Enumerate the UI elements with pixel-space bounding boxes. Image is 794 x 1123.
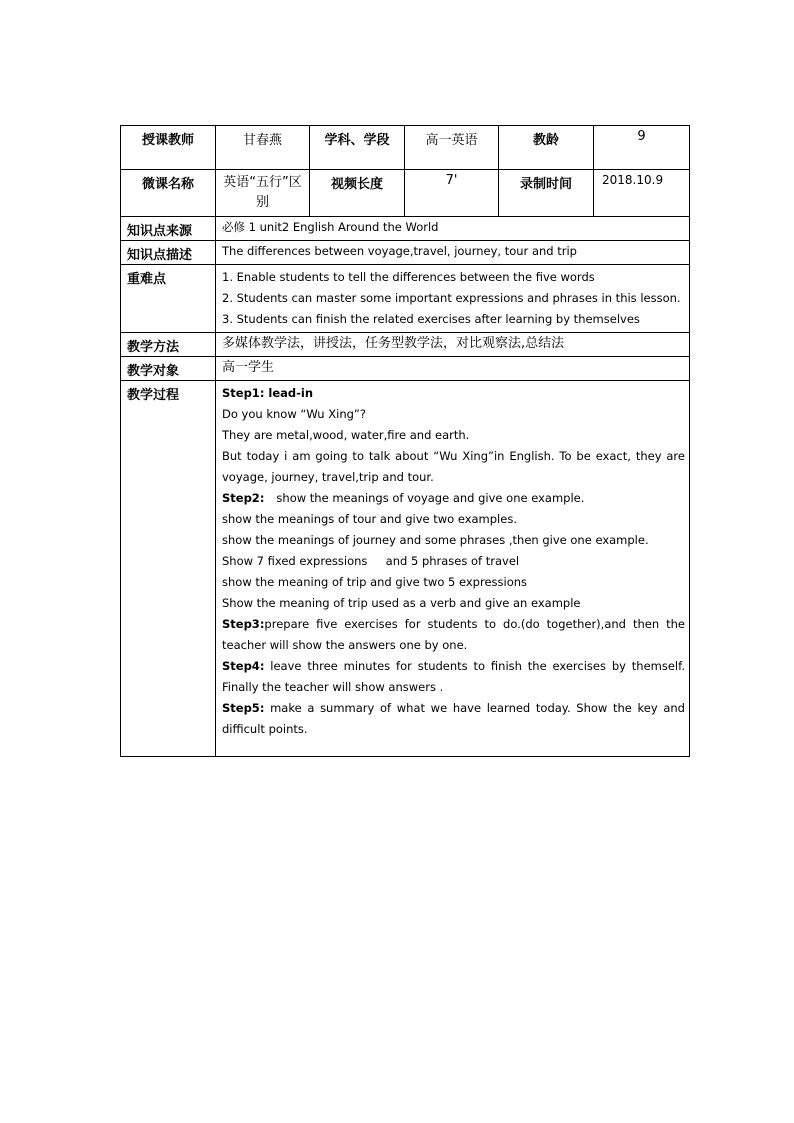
header-row-1 bbox=[121, 126, 690, 170]
subject-value: 高一英语 bbox=[405, 126, 499, 170]
step5-title: Step5: bbox=[222, 701, 265, 715]
key-point-item: 2. Students can master some important expressions and phrases in this lesson. bbox=[222, 291, 681, 305]
step2-line bbox=[222, 488, 685, 509]
description-value: The differences between voyage,travel, journey, tour and trip bbox=[216, 241, 690, 265]
teaching-age-label: 教龄 bbox=[499, 126, 594, 170]
method-label: 教学方法 bbox=[121, 333, 216, 357]
process-value bbox=[216, 381, 690, 757]
lesson-form bbox=[120, 125, 689, 757]
step2-line: show the meanings of journey and some phrases ,then give one example. bbox=[222, 533, 649, 547]
method-row bbox=[121, 333, 690, 357]
step4-paragraph bbox=[222, 656, 685, 698]
record-time-value: 2018.10.9 bbox=[594, 170, 690, 217]
step2-first-text: show the meanings of voyage and give one example. bbox=[276, 491, 585, 505]
step2-line: show the meanings of tour and give two examples. bbox=[222, 512, 517, 526]
course-name-value: 英语“五行”区别 bbox=[216, 170, 310, 217]
step3-paragraph bbox=[222, 614, 685, 656]
teacher-label: 授课教师 bbox=[121, 126, 216, 170]
key-point-item: 3. Students can finish the related exercises after learning by themselves bbox=[222, 312, 640, 326]
step1-line: Do you know “Wu Xing”? bbox=[222, 407, 366, 421]
step5-text: make a summary of what we have learned today. Show the key and difficult points. bbox=[222, 701, 685, 736]
subject-label: 学科、学段 bbox=[310, 126, 405, 170]
teacher-value: 甘春燕 bbox=[216, 126, 310, 170]
step4-text: leave three minutes for students to finish the exercises by themself. Finally the teacher will show answers . bbox=[222, 659, 685, 694]
step2-line: Show the meaning of trip used as a verb and give an example bbox=[222, 596, 581, 610]
key-points-label: 重难点 bbox=[121, 265, 216, 333]
target-value: 高一学生 bbox=[216, 357, 690, 381]
step1-title: Step1: lead-in bbox=[222, 386, 314, 400]
step3-title: Step3: bbox=[222, 617, 265, 631]
description-label: 知识点描述 bbox=[121, 241, 216, 265]
step1-line: They are metal,wood, water,fire and earth. bbox=[222, 428, 470, 442]
step3-text: prepare five exercises for students to do.(do together),and then the teacher will show the answers one by one. bbox=[222, 617, 685, 652]
record-time-label: 录制时间 bbox=[499, 170, 594, 217]
target-row bbox=[121, 357, 690, 381]
step4-title: Step4: bbox=[222, 659, 265, 673]
source-value: 必修 1 unit2 English Around the World bbox=[216, 217, 690, 241]
description-row bbox=[121, 241, 690, 265]
step2-title: Step2: bbox=[222, 491, 265, 505]
source-row bbox=[121, 217, 690, 241]
key-point-item: 1. Enable students to tell the differences between the five words bbox=[222, 270, 595, 284]
duration-label: 视频长度 bbox=[310, 170, 405, 217]
step1-line: But today i am going to talk about “Wu Xing”in English. To be exact, they are voyage, journey, travel,trip and tour. bbox=[222, 449, 685, 484]
teaching-age-value: 9 bbox=[594, 126, 690, 170]
key-points-row bbox=[121, 265, 690, 333]
lesson-table bbox=[120, 125, 690, 757]
step2-line: Show 7 fixed expressions and 5 phrases of travel bbox=[222, 554, 520, 568]
key-points-value bbox=[216, 265, 690, 333]
step5-paragraph bbox=[222, 698, 685, 740]
duration-value: 7' bbox=[405, 170, 499, 217]
source-label: 知识点来源 bbox=[121, 217, 216, 241]
method-value: 多媒体教学法，讲授法，任务型教学法，对比观察法,总结法 bbox=[216, 333, 690, 357]
header-row-2 bbox=[121, 170, 690, 217]
course-name-label: 微课名称 bbox=[121, 170, 216, 217]
process-row bbox=[121, 381, 690, 757]
process-label: 教学过程 bbox=[121, 381, 216, 757]
step2-line: show the meaning of trip and give two 5 expressions bbox=[222, 575, 528, 589]
target-label: 教学对象 bbox=[121, 357, 216, 381]
